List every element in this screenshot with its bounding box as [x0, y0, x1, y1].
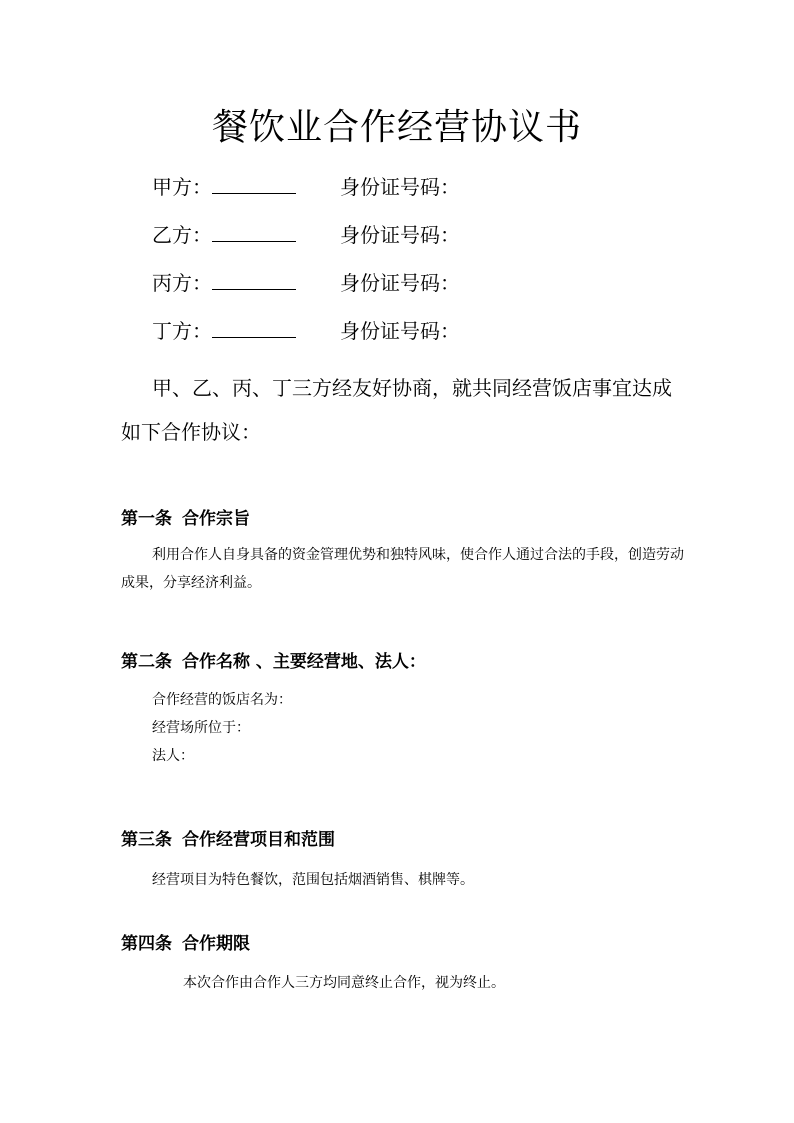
- article-number: 第二条: [121, 652, 172, 672]
- party-name-blank: [212, 221, 296, 242]
- intro-paragraph: 甲、乙、丙、丁三方经友好协商，就共同经营饭店事宜达成如下合作协议：: [121, 376, 672, 444]
- party-name-blank: [212, 173, 296, 194]
- party-label: 甲方：: [152, 175, 212, 199]
- article-1-body: 利用合作人自身具备的资金管理优势和独特风味，使合作人通过合法的手段，创造劳动成果，分享经济利益。: [121, 547, 684, 591]
- article-2-heading: [121, 649, 426, 675]
- article-title: 合作宗旨: [182, 509, 250, 529]
- party-jia: [152, 172, 460, 202]
- party-label: 丁方：: [152, 319, 212, 343]
- party-id-label: 身份证号码：: [340, 223, 460, 247]
- article-2-line-restaurant-name: 合作经营的饭店名为：: [152, 692, 292, 708]
- article-4-body: 本次合作由合作人三方均同意终止合作，视为终止。: [183, 975, 505, 991]
- party-label: 丙方：: [152, 271, 212, 295]
- party-id-label: 身份证号码：: [340, 271, 460, 295]
- article-title: 合作经营项目和范围: [182, 830, 335, 850]
- article-2-line-location: 经营场所位于：: [152, 720, 250, 736]
- party-id-label: 身份证号码：: [340, 175, 460, 199]
- article-number: 第三条: [121, 830, 172, 850]
- article-number: 第四条: [121, 934, 172, 954]
- party-name-blank: [212, 317, 296, 338]
- article-title: 合作期限: [182, 934, 250, 954]
- article-3-body: 经营项目为特色餐饮，范围包括烟酒销售、棋牌等。: [152, 872, 474, 888]
- party-id-label: 身份证号码：: [340, 319, 460, 343]
- document-title: 餐饮业合作经营协议书: [211, 107, 582, 148]
- article-title: 合作名称 、主要经营地、法人：: [182, 652, 426, 672]
- article-2-line-legal-person: 法人：: [152, 748, 194, 764]
- article-4-heading: [121, 931, 250, 957]
- party-yi: [152, 220, 460, 250]
- party-name-blank: [212, 269, 296, 290]
- article-3-heading: [121, 827, 335, 853]
- party-bing: [152, 268, 460, 298]
- party-ding: [152, 316, 460, 346]
- party-label: 乙方：: [152, 223, 212, 247]
- article-number: 第一条: [121, 509, 172, 529]
- article-1-heading: [121, 506, 250, 532]
